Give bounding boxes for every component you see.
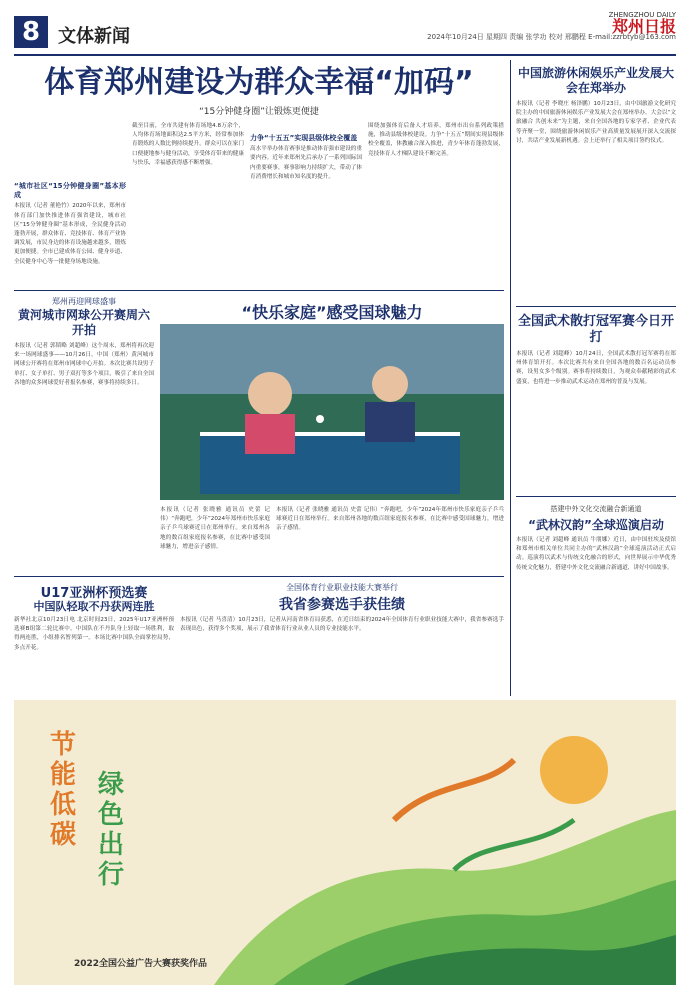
- main-col-3: [250, 122, 362, 287]
- mid2-caption-cont: 本报讯（记者 张晓雅 通讯员 史蕾 记伟）“奔跑吧，少年”2024年郑州市快乐家庭亲子乒乓球赛近日在郑州举行。来自郑州各地的数百组家庭报名参赛，在比赛中感受国球魅力，增进亲子感情。: [276, 507, 504, 532]
- right2-text: 本报讯（记者 刘超峰）10月24日，全国武术散打冠军赛将在郑州体育馆开打。本次比赛共有来自全国各地的数百名运动员参赛，设男女多个级别。赛事将持续数日，为观众奉献精彩的武术盛宴，也将进一步推动武术运动在郑州的普及与发展。: [516, 351, 676, 385]
- masthead-right: [427, 10, 676, 43]
- divider: [516, 496, 676, 497]
- masthead-info: 2024年10月24日 星期四 责编 张学功 校对 邢鹏程 E-mail:zzrbtyb@163.com: [427, 33, 676, 41]
- main-col-1: [14, 122, 126, 287]
- right2-headline: 全国武术散打冠军赛今日开打: [517, 314, 674, 345]
- main-subhead-1: “城市社区“15分钟健身圈”基本形成: [14, 182, 126, 200]
- main-headline: 体育郑州建设为群众幸福“加码”: [44, 65, 474, 100]
- column-divider: [510, 60, 511, 696]
- right3-text: 本报讯（记者 刘超峰 通讯员 牛朋娜）近日，由中国驻埃及使馆和郑州市相关单位共同主办的“武林汉韵”全球巡演活动正式启动。巡演将以武术与传统文化融合的形式，向世界展示中华优秀传统文化魅力，搭建中外文化交流融合新通道，讲好中国故事。: [516, 537, 676, 571]
- main-col-4: 围绕加强体育后备人才培养，郑州市出台系列政策措施，推动县级体校建设。力争“十五五”期间实现县级体校全覆盖，体教融合深入推进，青少年体育蓬勃发展，竞技体育人才梯队建设不断完善。: [368, 123, 504, 157]
- right3-pre-title: 搭建中外文化交流融合新通道: [550, 505, 642, 513]
- right1-headline: 中国旅游休闲娱乐产业发展大会在郑举办: [517, 66, 674, 95]
- main-subtitle: “15分钟健身圈”让锻炼更便捷: [199, 107, 319, 117]
- main-col-1-text: 本报讯（记者 董艳竹）2020年以来，郑州市体育部门加快推进体育强省建设，城市社区“15分钟健身圈”基本形成，全民健身活动蓬勃开展，群众体育、竞技体育、体育产业协调发展，市民身边的体育设施越来越多，锻炼更加便捷。全市已建成体育公园、健身步道、全民健身中心等一批健身场地设施。: [14, 203, 126, 265]
- header-rule: [14, 54, 676, 56]
- divider: [14, 290, 504, 291]
- section-name: 文体新闻: [58, 26, 130, 47]
- mid4-pre-title: 全国体育行业职业技能大赛举行: [286, 583, 398, 592]
- ad-headline-b: 绿色出行: [98, 770, 125, 890]
- main-col-2: 截至目前，全市共建有体育场地4.8万余个，人均体育场地面积达2.5平方米，经常参加体育锻炼的人数比例持续提升。群众可以在家门口便捷地参与健身活动，享受体育带来的健康与快乐，幸福感获得感不断增强。: [132, 123, 244, 166]
- table-tennis-photo: [160, 324, 504, 500]
- mid4-headline: 我省参赛选手获佳绩: [279, 597, 405, 613]
- mid1-headline: 黄河城市网球公开赛周六开拍: [17, 308, 150, 337]
- mid3-headline: U17亚洲杯预选赛: [40, 586, 148, 601]
- mid3-text: 新华社北京10月23日电 北京时间23日，2025年U17亚洲杯预选赛B组第二轮比赛中，中国队在不丹队身上轻取一场胜利，取得两连胜，小组排名暂列第一。本场比赛中国队全面掌控局势，多点开花。: [14, 617, 174, 651]
- right1-text: 本报讯（记者 李晓庄 杨泽鹏）10月23日，由中国旅游文化研究院主办的中国旅游休闲娱乐产业发展大会在郑州举办。大会以“文旅融合 共创未来”为主题，来自全国各地的专家学者、企业代表等齐聚一堂，围绕旅游休闲娱乐产业高质量发展展开深入交流探讨，共话产业发展新机遇。会上还举行了相关项目签约仪式。: [516, 101, 676, 144]
- mid1-pre-title: 郑州再迎网球盛事: [52, 297, 116, 306]
- right3-headline: “武林汉韵”全球巡演启动: [528, 518, 664, 532]
- mid1-text: 本报讯（记者 郭韬略 刘超峰）这个周末，郑州将再次迎来一场网球盛事——10月26日，中国（郑州）黄河城市网球公开赛将在郑州市网球中心开拍。本次比赛共设男子单打、女子单打、男子双打等多个项目，吸引了来自全国各地的众多网球爱好者报名参赛，赛事将持续多日。: [14, 343, 154, 386]
- mid2-caption: 本报讯（记者 张晓雅 通讯员 史蕾 记伟）“奔跑吧，少年”2024年郑州市快乐家庭亲子乒乓球赛近日在郑州举行。来自郑州各地的数百组家庭报名参赛，在比赛中感受国球魅力，增进亲子感情。: [160, 507, 270, 550]
- public-service-ad: [14, 700, 676, 985]
- mid4-text: 本报讯（记者 马喜清）10月23日，记者从河南省体育局获悉，在近日结束的2024年全国体育行业职业技能大赛中，我省参赛选手表现出色，获得多个奖项，展示了我省体育行业从业人员的专业技能水平。: [180, 617, 504, 633]
- mid2-headline: “快乐家庭”感受国球魅力: [241, 303, 423, 322]
- divider: [516, 306, 676, 307]
- mid3-headline-2: 中国队轻取不丹获两连胜: [33, 600, 155, 613]
- paper-logo: 郑州日报: [611, 17, 676, 36]
- main-col-3-text: 高水平举办体育赛事是推动体育强市建设的重要内容。近年来郑州先后承办了一系列国际国内重要赛事，赛事影响力持续扩大，带动了体育消费增长和城市知名度的提升。: [250, 146, 362, 180]
- main-subhead-2: 力争“十五五”实现县级体校全覆盖: [250, 134, 358, 142]
- divider: [14, 576, 504, 577]
- ad-headline-a: 节能低碳: [50, 730, 77, 850]
- photo-illustration: [160, 324, 504, 500]
- page-number: 8: [14, 16, 48, 48]
- ad-footer: 2022全国公益广告大赛获奖作品: [74, 959, 208, 969]
- paper-english-name: ZHENGZHOU DAILY: [608, 11, 676, 19]
